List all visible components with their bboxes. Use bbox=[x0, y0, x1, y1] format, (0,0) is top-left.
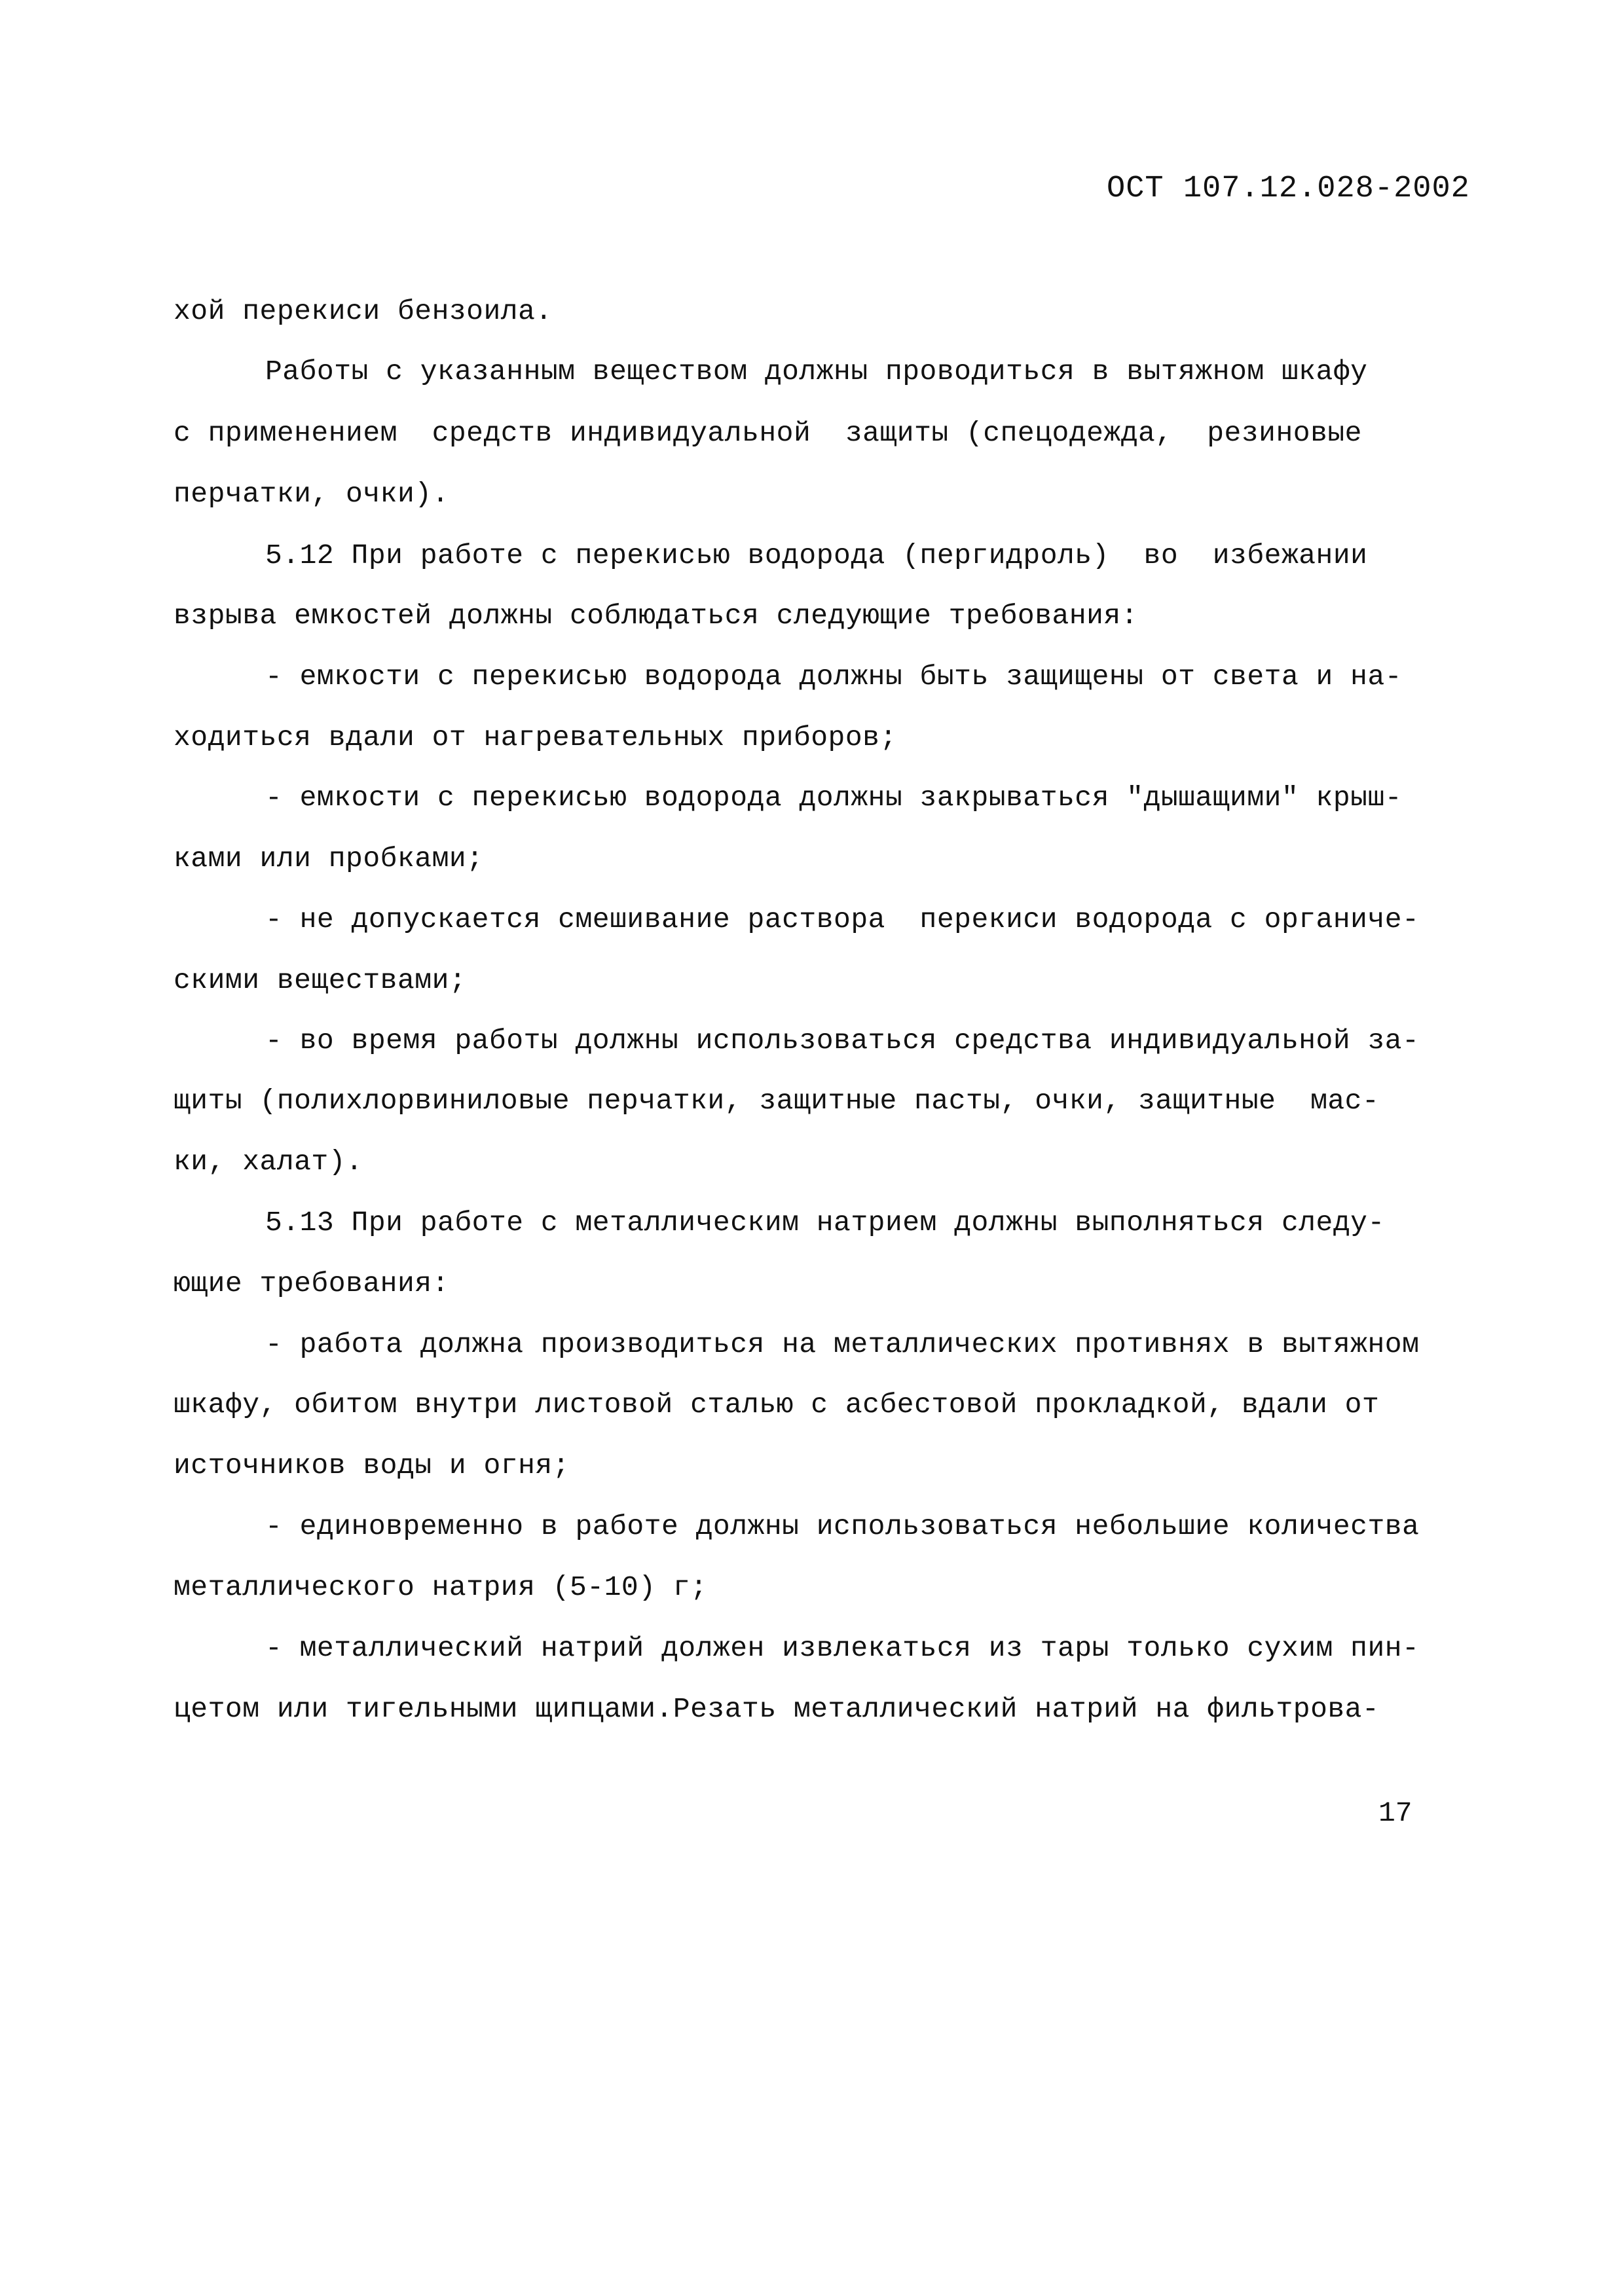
text-line: шкафу, обитом внутри листовой сталью с асбестовой прокладкой, вдали от bbox=[174, 1389, 1380, 1421]
text-line: Работы с указанным веществом должны проводиться в вытяжном шкафу bbox=[265, 355, 1368, 388]
text-line: хой перекиси бензоила. bbox=[174, 295, 553, 327]
text-line: - единовременно в работе должны использоваться небольшие количества bbox=[265, 1510, 1420, 1542]
text-line: - металлический натрий должен извлекаться из тары только сухим пин- bbox=[265, 1632, 1420, 1664]
text-line: ющие требования: bbox=[174, 1267, 449, 1300]
text-line: с применением средств индивидуальной защиты (спецодежда, резиновые bbox=[174, 417, 1362, 449]
text-line: взрыва емкостей должны соблюдаться следующие требования: bbox=[174, 600, 1139, 632]
text-line: ходиться вдали от нагревательных приборов; bbox=[174, 721, 897, 754]
text-line: 5.13 При работе с металлическим натрием должны выполняться следу- bbox=[265, 1207, 1385, 1239]
text-line: ками или пробками; bbox=[174, 843, 484, 875]
text-line: цетом или тигельными щипцами.Резать металлический натрий на фильтрова- bbox=[174, 1693, 1380, 1725]
text-line: скими веществами; bbox=[174, 964, 467, 996]
text-line: металлического натрия (5-10) г; bbox=[174, 1571, 708, 1603]
text-line: щиты (полихлорвиниловые перчатки, защитные пасты, очки, защитные мас- bbox=[174, 1085, 1380, 1117]
text-line: - емкости с перекисью водорода должны быть защищены от света и на- bbox=[265, 661, 1403, 693]
document-code: ОСТ 107.12.028-2002 bbox=[1107, 172, 1470, 206]
text-line: источников воды и огня; bbox=[174, 1449, 570, 1482]
text-line: - емкости с перекисью водорода должны закрываться "дышащими" крыш- bbox=[265, 782, 1403, 814]
text-line: перчатки, очки). bbox=[174, 478, 449, 510]
text-line: 5.12 При работе с перекисью водорода (пергидроль) во избежании bbox=[265, 539, 1368, 572]
text-line: ки, халат). bbox=[174, 1146, 363, 1178]
text-line: - во время работы должны использоваться средства индивидуальной за- bbox=[265, 1025, 1420, 1057]
page-number: 17 bbox=[1378, 1797, 1412, 1829]
text-line: - не допускается смешивание раствора перекиси водорода с органиче- bbox=[265, 903, 1420, 936]
text-line: - работа должна производиться на металлических противнях в вытяжном bbox=[265, 1328, 1420, 1360]
